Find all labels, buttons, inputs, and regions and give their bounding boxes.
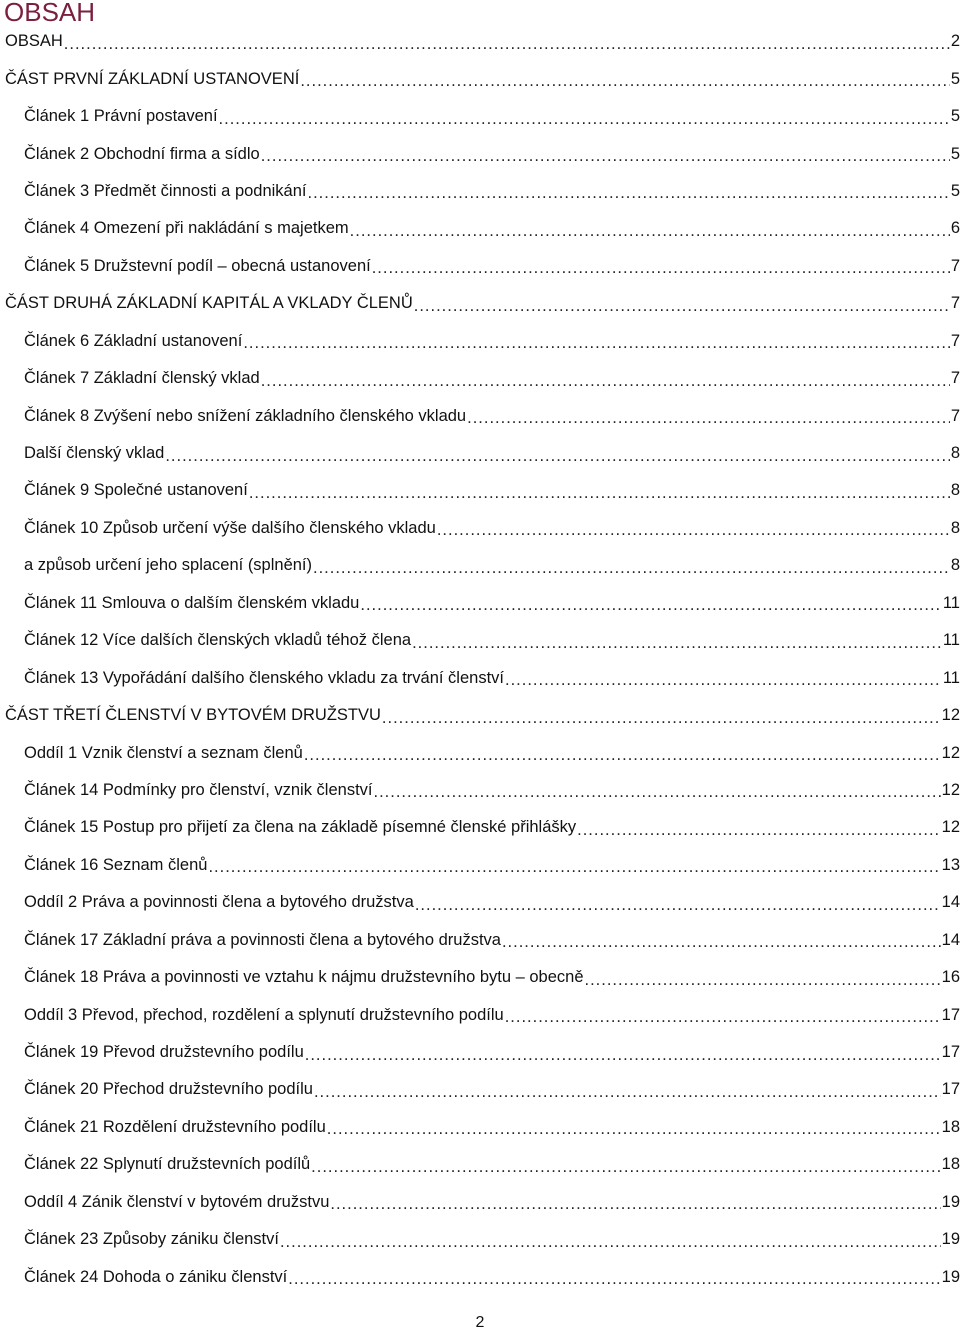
toc-entry-title: Článek 20 Přechod družstevního podílu	[24, 1080, 313, 1099]
toc-entry-title: Článek 21 Rozdělení družstevního podílu	[24, 1117, 326, 1136]
dot-leader	[467, 409, 950, 427]
toc-entry-title: Článek 18 Práva a povinnosti ve vztahu k nájmu družstevního bytu – obecně	[24, 968, 584, 987]
toc-entry[interactable]	[0, 884, 960, 921]
toc-entry-page: 7	[950, 406, 960, 425]
dot-leader	[505, 671, 942, 689]
toc-entry-title: Článek 22 Splynutí družstevních podílů	[24, 1155, 311, 1174]
dot-leader	[412, 634, 942, 652]
toc-entry-title: Oddíl 4 Zánik členství v bytovém družstvu	[24, 1192, 330, 1211]
toc-entry-page: 18	[941, 1155, 960, 1174]
toc-entry-page: 7	[950, 369, 960, 388]
toc-entry-page: 5	[950, 107, 960, 126]
toc-entry-page: 8	[950, 444, 960, 463]
dot-leader	[311, 1158, 940, 1176]
dot-leader	[360, 596, 942, 614]
toc-entry-page: 12	[941, 706, 960, 725]
toc-entry-title: Článek 23 Způsoby zániku členství	[24, 1230, 279, 1249]
toc-entry[interactable]	[0, 1258, 960, 1295]
toc-entry-title: Oddíl 1 Vznik členství a seznam členů	[24, 743, 303, 762]
toc-entry-page: 16	[941, 968, 960, 987]
dot-leader	[372, 259, 950, 277]
toc-entry-page: 5	[950, 144, 960, 163]
dot-leader	[261, 147, 950, 165]
toc-entry-title: Článek 16 Seznam členů	[24, 855, 208, 874]
toc-entry-page: 14	[941, 893, 960, 912]
toc-entry[interactable]	[0, 510, 960, 547]
dot-leader	[577, 821, 941, 839]
toc-entry[interactable]	[0, 959, 960, 996]
dot-leader	[585, 971, 941, 989]
toc-entry-page: 11	[942, 668, 960, 687]
toc-entry-title: Článek 5 Družstevní podíl – obecná ustanovení	[24, 256, 371, 275]
toc-entry-page: 17	[941, 1080, 960, 1099]
toc-entry[interactable]	[0, 248, 960, 285]
toc-entry-page: 12	[941, 818, 960, 837]
toc-entry-title: Článek 2 Obchodní firma a sídlo	[24, 144, 260, 163]
dot-leader	[437, 521, 950, 539]
toc-entry[interactable]	[0, 772, 960, 809]
dot-leader	[300, 72, 949, 90]
toc-entry-page: 7	[950, 331, 960, 350]
toc-entry-title: Článek 9 Společné ustanovení	[24, 481, 248, 500]
toc-entry[interactable]	[0, 1184, 960, 1221]
toc-entry-title: Článek 19 Převod družstevního podílu	[24, 1043, 304, 1062]
toc-entry[interactable]	[0, 1146, 960, 1183]
toc-entry-title: Oddíl 2 Práva a povinnosti člena a bytového družstva	[24, 893, 414, 912]
toc-entry[interactable]	[0, 397, 960, 434]
dot-leader	[288, 1270, 940, 1288]
toc-entry-title: Článek 1 Právní postavení	[24, 107, 218, 126]
dot-leader	[382, 709, 941, 727]
toc-entry-page: 17	[941, 1043, 960, 1062]
toc-entry-title: Článek 4 Omezení při nakládání s majetkem	[24, 219, 349, 238]
dot-leader	[249, 484, 950, 502]
toc-entry[interactable]	[0, 173, 960, 210]
toc-entry[interactable]	[0, 98, 960, 135]
toc-entry-title: Další členský vklad	[24, 444, 165, 463]
dot-leader	[280, 1233, 941, 1251]
dot-leader	[314, 1083, 941, 1101]
toc-entry-title: Článek 12 Více dalších členských vkladů téhož člena	[24, 631, 412, 650]
toc-entry[interactable]	[0, 659, 960, 696]
toc-entry-page: 12	[941, 743, 960, 762]
toc-entry[interactable]	[0, 1221, 960, 1258]
toc-entry-page: 5	[950, 69, 960, 88]
toc-entry[interactable]	[0, 547, 960, 584]
toc-entry-title: Článek 6 Základní ustanovení	[24, 331, 243, 350]
dot-leader	[308, 184, 950, 202]
toc-entry-title: Článek 14 Podmínky pro členství, vznik členství	[24, 780, 373, 799]
toc-entry-page: 2	[950, 32, 960, 51]
dot-leader	[330, 1195, 940, 1213]
dot-leader	[505, 1008, 941, 1026]
toc-entry-page: 13	[941, 855, 960, 874]
dot-leader	[208, 858, 940, 876]
toc-entry[interactable]	[0, 809, 960, 846]
dot-leader	[313, 559, 950, 577]
toc-entry-page: 7	[950, 256, 960, 275]
dot-leader	[327, 1120, 941, 1138]
toc-entry[interactable]	[0, 1109, 960, 1146]
toc-entry-page: 14	[941, 930, 960, 949]
dot-leader	[64, 35, 950, 53]
toc-entry-title: Článek 11 Smlouva o dalším členském vkladu	[24, 593, 360, 612]
toc-entry[interactable]	[0, 23, 960, 60]
toc-entry[interactable]	[0, 996, 960, 1033]
toc-entry[interactable]	[0, 922, 960, 959]
toc-entry-page: 7	[950, 294, 960, 313]
toc-entry-page: 19	[941, 1192, 960, 1211]
toc-entry-page: 11	[942, 631, 960, 650]
toc-entry[interactable]	[0, 622, 960, 659]
toc-entry-page: 17	[941, 1005, 960, 1024]
toc-entry-page: 18	[941, 1117, 960, 1136]
toc-entry-page: 8	[950, 481, 960, 500]
toc-entry-title: Článek 7 Základní členský vklad	[24, 369, 260, 388]
toc-entry-title: Článek 8 Zvýšení nebo snížení základního členského vkladu	[24, 406, 467, 425]
dot-leader	[243, 334, 950, 352]
toc-entry[interactable]	[0, 323, 960, 360]
toc-entry[interactable]	[0, 472, 960, 509]
dot-leader	[502, 933, 941, 951]
toc-entry-title: ČÁST DRUHÁ ZÁKLADNÍ KAPITÁL A VKLADY ČLENŮ	[5, 294, 413, 313]
toc-entry[interactable]	[0, 1071, 960, 1108]
toc-entry[interactable]	[0, 1034, 960, 1071]
toc-entry[interactable]	[0, 285, 960, 322]
toc-entry-page: 11	[942, 593, 960, 612]
toc-entry-title: ČÁST PRVNÍ ZÁKLADNÍ USTANOVENÍ	[5, 69, 300, 88]
dot-leader	[261, 372, 950, 390]
dot-leader	[305, 1046, 941, 1064]
dot-leader	[350, 222, 950, 240]
table-of-contents	[0, 23, 960, 1296]
toc-entry-page: 6	[950, 219, 960, 238]
toc-entry[interactable]	[0, 60, 960, 97]
toc-entry-title: Článek 24 Dohoda o zániku členství	[24, 1267, 288, 1286]
toc-entry[interactable]	[0, 847, 960, 884]
toc-heading: OBSAH	[4, 0, 96, 27]
dot-leader	[165, 447, 950, 465]
toc-entry-title: Článek 15 Postup pro přijetí za člena na základě písemné členské přihlášky	[24, 818, 577, 837]
toc-entry[interactable]	[0, 734, 960, 771]
dot-leader	[373, 783, 940, 801]
toc-entry-title: OBSAH	[5, 32, 63, 51]
toc-entry-title: a způsob určení jeho splacení (splnění)	[24, 556, 313, 575]
toc-entry-title: Článek 13 Vypořádání dalšího členského vkladu za trvání členství	[24, 668, 504, 687]
toc-entry-page: 12	[941, 780, 960, 799]
toc-entry-page: 5	[950, 181, 960, 200]
toc-entry[interactable]	[0, 585, 960, 622]
toc-entry[interactable]	[0, 435, 960, 472]
toc-entry-page: 19	[941, 1230, 960, 1249]
toc-entry-page: 19	[941, 1267, 960, 1286]
toc-entry[interactable]	[0, 360, 960, 397]
toc-entry-title: ČÁST TŘETÍ ČLENSTVÍ V BYTOVÉM DRUŽSTVU	[5, 706, 381, 725]
page-number: 2	[475, 1314, 485, 1331]
toc-entry-page: 8	[950, 556, 960, 575]
toc-entry[interactable]	[0, 697, 960, 734]
toc-entry[interactable]	[0, 210, 960, 247]
toc-entry-title: Článek 10 Způsob určení výše dalšího členského vkladu	[24, 518, 436, 537]
toc-entry-page: 8	[950, 518, 960, 537]
dot-leader	[414, 297, 950, 315]
toc-entry[interactable]	[0, 135, 960, 172]
dot-leader	[415, 896, 941, 914]
toc-entry-title: Oddíl 3 Převod, přechod, rozdělení a splynutí družstevního podílu	[24, 1005, 504, 1024]
toc-entry-title: Článek 17 Základní práva a povinnosti člena a bytového družstva	[24, 930, 501, 949]
dot-leader	[219, 110, 950, 128]
dot-leader	[304, 746, 941, 764]
toc-entry-title: Článek 3 Předmět činnosti a podnikání	[24, 181, 307, 200]
